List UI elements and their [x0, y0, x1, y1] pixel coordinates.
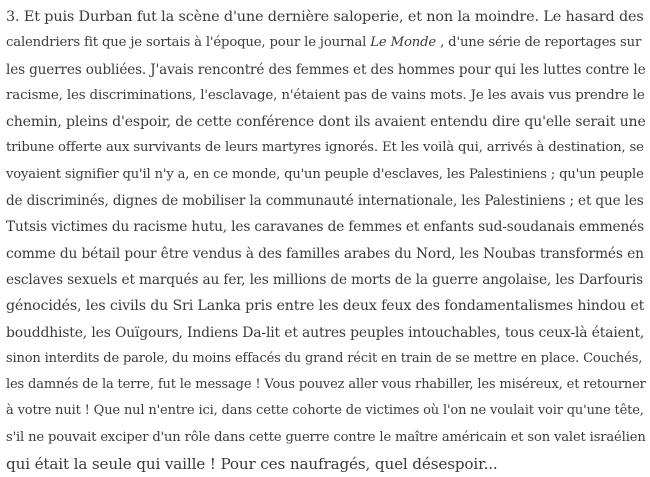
- text-line-13: bouddhiste, les Ouïgours, Indiens Da-lit et autres peuples intouchables, tous ceux-là étaient,: [6, 324, 645, 341]
- text-line-8: de discriminés, dignes de mobiliser la communauté internationale, les Palestiniens ; et que les: [6, 193, 644, 210]
- text-line-2: [6, 30, 646, 56]
- text-line-11: esclaves sexuels et marqués au fer, les millions de morts de la guerre angolaise, les Darfouris: [6, 271, 643, 288]
- text-line-16: à votre nuit ! Que nul n'entre ici, dans cette cohorte de victimes où l'on ne voulait voir qu'une tête,: [6, 403, 644, 419]
- text-line-2-start: calendriers fit que je sortais à l'époque, pour le journal: [6, 35, 371, 51]
- text-line-2-end: , d'une série de reportages sur: [436, 35, 642, 51]
- text-line-1: 3. Et puis Durban fut la scène d'une dernière saloperie, et non la moindre. Le hasard des: [6, 9, 644, 25]
- text-line-3: les guerres oubliées. J'avais rencontré des femmes et des hommes pour qui les luttes contre le: [6, 61, 646, 78]
- text-line-12: génocidés, les civils du Sri Lanka pris entre les deux feux des fondamentalismes hindou et: [6, 298, 645, 315]
- text-line-9: Tutsis victimes du racisme hutu, les caravanes de femmes et enfants sud-soudanais emmenés: [6, 219, 644, 236]
- text-line-5: chemin, pleins d'espoir, de cette conférence dont ils avaient entendu dire qu'elle serait une: [6, 114, 646, 131]
- text-line-17: s'il ne pouvait exciper d'un rôle dans cette guerre contre le maître américain et son valet israélien: [6, 429, 646, 445]
- text-line-18: qui était la seule qui vaille ! Pour ces naufragés, quel désespoir...: [6, 455, 498, 474]
- newspaper-title: Le Monde: [370, 35, 437, 51]
- text-line-4: racisme, les discriminations, l'esclavage, n'étaient pas de vains mots. Je les avais vus prendre le: [6, 87, 645, 103]
- text-line-6: tribune offerte aux survivants de leurs martyres ignorés. Et les voilà qui, arrivés à destination, se: [6, 140, 644, 156]
- text-line-10: comme du bétail pour être vendus à des familles arabes du Nord, les Noubas transformés en: [6, 245, 644, 262]
- text-line-7: voyaient signifier qu'il n'y a, en ce monde, qu'un peuple d'esclaves, les Palestiniens ; qu'un peuple: [6, 166, 644, 182]
- text-line-14: sinon interdits de parole, du moins effacés du grand récit en train de se mettre en place. Couchés,: [6, 350, 643, 366]
- article-paragraph: [6, 4, 646, 477]
- text-line-15: les damnés de la terre, fut le message ! Vous pouvez aller vous rhabiller, les miséreux, et retourner: [6, 377, 646, 393]
